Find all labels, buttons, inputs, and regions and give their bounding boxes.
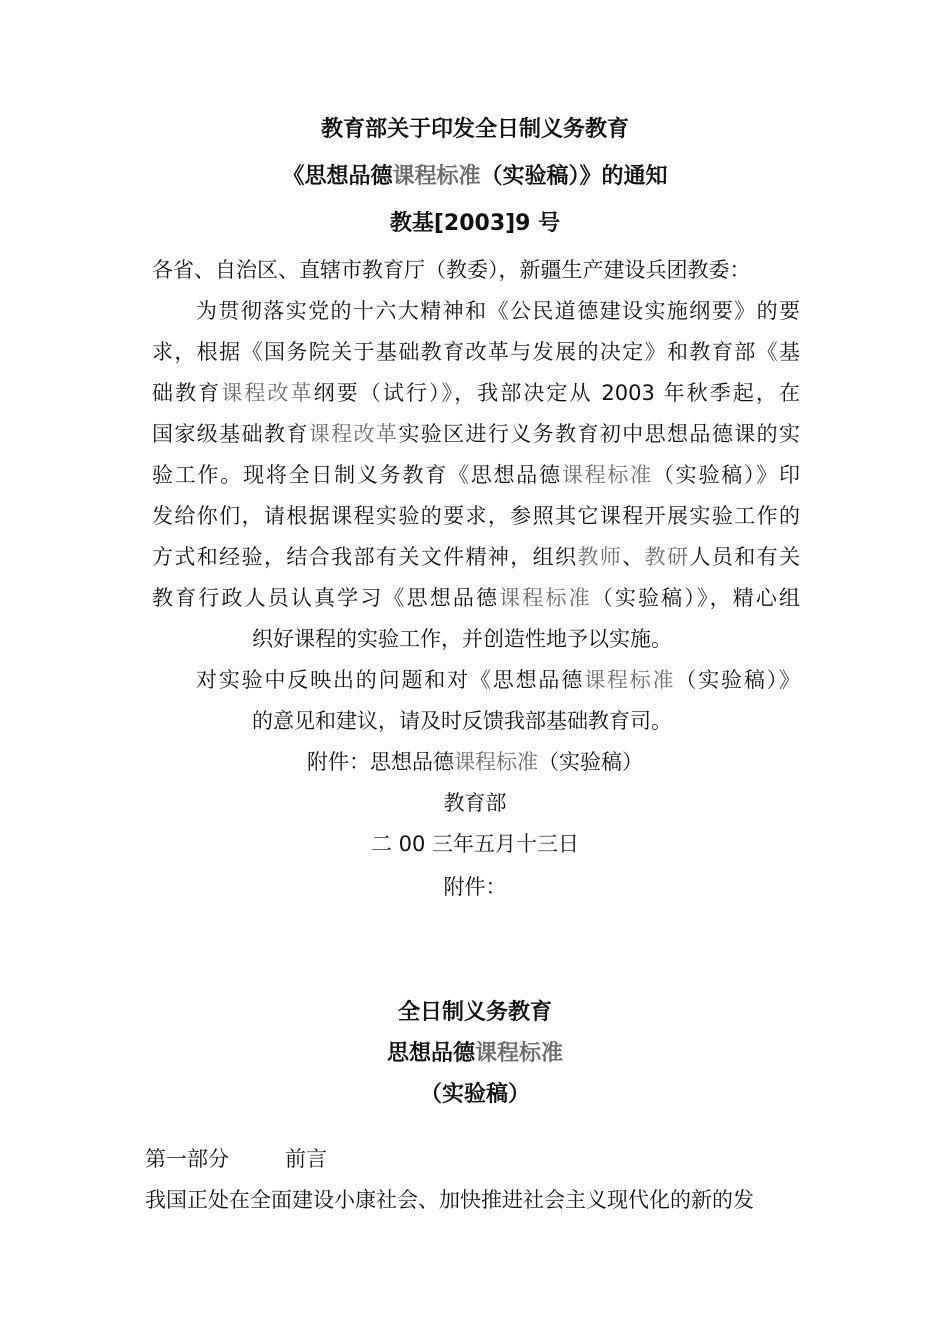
paragraph-line: 的意见和建议，请及时反馈我部基础教育司。 <box>252 709 672 733</box>
title-text: 《思想品德 <box>282 164 393 189</box>
curriculum-standard-link[interactable]: 课程标准 <box>499 586 592 610</box>
attachment-line <box>0 748 950 776</box>
section-heading <box>145 1145 327 1173</box>
curriculum-standard-link[interactable]: 课程标准 <box>475 1041 564 1066</box>
notice-title-line-1: 教育部关于印发全日制义务教育 <box>320 117 629 142</box>
attachment-label: 附件： <box>443 875 507 899</box>
paragraph-line: 发给你们，请根据课程实验的要求，参照其它课程开展实验工作的 <box>152 504 800 528</box>
paragraph-line <box>196 666 800 694</box>
text: 、 <box>622 545 645 569</box>
text: 础教育 <box>152 381 222 405</box>
text: 对实验中反映出的问题和对《思想品德 <box>196 668 585 692</box>
paragraph-line <box>152 584 800 612</box>
paragraph-line <box>152 420 800 448</box>
paragraph-line: 求，根据《国务院关于基础教育改革与发展的决定》和教育部《基 <box>152 340 800 364</box>
intro-paragraph-line: 我国正处在全面建设小康社会、加快推进社会主义现代化的新的发 <box>145 1188 754 1212</box>
text: 人员和有关 <box>689 545 801 569</box>
text: （实验稿） <box>538 750 643 774</box>
title-text: 思想品德 <box>386 1041 475 1066</box>
teacher-link[interactable]: 教师 <box>577 545 623 569</box>
section-number: 第一部分 <box>145 1147 229 1171</box>
standard-title-line-3: （实验稿） <box>419 1082 530 1107</box>
text: 教育行政人员认真学习《思想品德 <box>152 586 500 610</box>
salutation: 各省、自治区、直辖市教育厅（教委），新疆生产建设兵团教委： <box>152 258 751 282</box>
paragraph-line: 为贯彻落实党的十六大精神和《公民道德建设实施纲要》的要 <box>196 299 800 323</box>
text: 纲要（试行）》，我部决定从 2003 年秋季起，在 <box>313 381 801 405</box>
notice-title-line-2 <box>0 163 950 191</box>
text: 附件：思想品德 <box>307 750 454 774</box>
standard-title-line-1: 全日制义务教育 <box>397 1000 552 1025</box>
curriculum-reform-link[interactable]: 课程改革 <box>221 381 314 405</box>
curriculum-standard-link[interactable]: 课程标准 <box>561 463 653 487</box>
curriculum-standard-link[interactable]: 课程标准 <box>392 164 481 189</box>
teaching-research-link[interactable]: 教研 <box>644 545 690 569</box>
curriculum-reform-link[interactable]: 课程改革 <box>308 422 399 446</box>
text: 方式和经验，结合我部有关文件精神，组织 <box>152 545 578 569</box>
title-text: （实验稿）》的通知 <box>480 164 668 189</box>
text: 实验区进行义务教育初中思想品德课的实 <box>398 422 801 446</box>
document-number: 教基[2003]9 号 <box>389 211 561 236</box>
section-title: 前言 <box>285 1147 327 1171</box>
text: （实验稿）》印 <box>652 463 801 487</box>
paragraph-line <box>152 461 800 489</box>
issue-date: 二 00 三年五月十三日 <box>370 832 580 856</box>
issuer: 教育部 <box>443 791 507 815</box>
text: 验工作。现将全日制义务教育《思想品德 <box>152 463 562 487</box>
curriculum-standard-link[interactable]: 课程标准 <box>454 750 538 774</box>
curriculum-standard-link[interactable]: 课程标准 <box>584 668 676 692</box>
paragraph-line <box>152 543 800 571</box>
text: （实验稿）》，精心组 <box>591 586 801 610</box>
text: （实验稿）》 <box>675 668 801 692</box>
paragraph-line <box>152 379 800 407</box>
paragraph-line: 织好课程的实验工作，并创造性地予以实施。 <box>252 627 672 651</box>
standard-title-line-2 <box>0 1040 950 1068</box>
text: 国家级基础教育 <box>152 422 309 446</box>
